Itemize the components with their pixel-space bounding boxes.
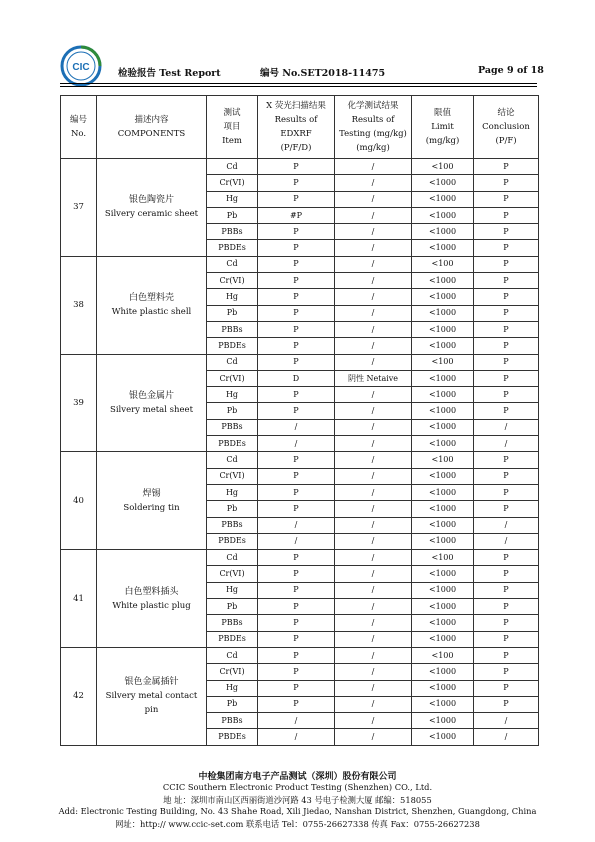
cell-chem: /	[335, 631, 412, 647]
column-header-line: 编号	[69, 115, 87, 125]
cell-edxrf: /	[258, 517, 335, 533]
cell-chem: /	[335, 419, 412, 435]
results-table	[60, 95, 539, 746]
cell-chem: /	[335, 664, 412, 680]
cell-item: PBBs	[207, 224, 258, 240]
page-indicator: Page 9 of 18	[478, 65, 544, 76]
cell-item: PBBs	[207, 713, 258, 729]
cell-item: Pb	[207, 696, 258, 712]
cell-limit: <100	[412, 159, 474, 175]
component-name-en: Silvery metal sheet	[110, 404, 193, 415]
cell-item: Cr(VI)	[207, 468, 258, 484]
table-row	[61, 452, 539, 468]
cell-conclusion: P	[474, 370, 539, 386]
cell-chem: /	[335, 175, 412, 191]
cell-edxrf: P	[258, 566, 335, 582]
cell-conclusion: /	[474, 713, 539, 729]
cell-chem: /	[335, 468, 412, 484]
cell-edxrf: P	[258, 159, 335, 175]
cell-conclusion: P	[474, 224, 539, 240]
column-header-line: Results of	[274, 115, 318, 125]
cell-edxrf: P	[258, 647, 335, 663]
cell-conclusion: P	[474, 615, 539, 631]
sample-number: 42	[61, 647, 97, 745]
cell-item: Pb	[207, 403, 258, 419]
cell-edxrf: P	[258, 354, 335, 370]
cell-limit: <1000	[412, 370, 474, 386]
cell-edxrf: P	[258, 321, 335, 337]
cell-limit: <1000	[412, 517, 474, 533]
cell-edxrf: P	[258, 501, 335, 517]
cell-edxrf: P	[258, 305, 335, 321]
cell-edxrf: P	[258, 338, 335, 354]
cell-item: Hg	[207, 191, 258, 207]
column-header-3	[258, 96, 335, 159]
cell-edxrf: P	[258, 599, 335, 615]
cell-conclusion: P	[474, 175, 539, 191]
cell-conclusion: P	[474, 452, 539, 468]
cell-item: Cr(VI)	[207, 175, 258, 191]
cell-conclusion: P	[474, 550, 539, 566]
cell-conclusion: P	[474, 566, 539, 582]
cell-edxrf: P	[258, 240, 335, 256]
cell-edxrf: P	[258, 582, 335, 598]
cell-conclusion: /	[474, 436, 539, 452]
cell-item: Cr(VI)	[207, 273, 258, 289]
cell-chem: /	[335, 354, 412, 370]
cell-chem: /	[335, 713, 412, 729]
cell-chem: /	[335, 403, 412, 419]
cell-conclusion: P	[474, 468, 539, 484]
cell-chem: /	[335, 387, 412, 403]
cell-chem: /	[335, 550, 412, 566]
cell-item: Hg	[207, 680, 258, 696]
cell-limit: <1000	[412, 664, 474, 680]
cell-chem: /	[335, 305, 412, 321]
cell-chem: /	[335, 647, 412, 663]
cell-item: PBDEs	[207, 436, 258, 452]
cell-item: PBDEs	[207, 631, 258, 647]
table-header-row	[61, 96, 539, 159]
report-title: 检验报告 Test Report	[118, 68, 221, 79]
cell-limit: <1000	[412, 224, 474, 240]
cell-chem: /	[335, 501, 412, 517]
cell-chem: /	[335, 696, 412, 712]
footer-company-cn: 中检集团南方电子产品测试（深圳）股份有限公司	[198, 772, 397, 782]
table-body	[61, 159, 539, 746]
column-header-line: 结论	[497, 108, 515, 118]
cell-conclusion: /	[474, 517, 539, 533]
cell-item: Hg	[207, 484, 258, 500]
column-header-2	[207, 96, 258, 159]
component-description	[97, 452, 207, 550]
cell-limit: <1000	[412, 484, 474, 500]
column-header-5	[412, 96, 474, 159]
footer-contact: 网址：http:// www.ccic-set.com 联系电话 Tel：0755-26627338 传真 Fax：0755-26627238	[115, 819, 480, 829]
cell-chem: /	[335, 224, 412, 240]
column-header-line: 项目	[223, 122, 241, 132]
cell-conclusion: P	[474, 647, 539, 663]
cell-item: Cd	[207, 452, 258, 468]
cell-limit: <1000	[412, 680, 474, 696]
cell-conclusion: P	[474, 289, 539, 305]
cell-item: Cd	[207, 550, 258, 566]
cell-edxrf: /	[258, 436, 335, 452]
cell-edxrf: P	[258, 550, 335, 566]
footer-address-en: Add: Electronic Testing Building, No. 43 Shahe Road, Xili Jiedao, Nanshan District, Shenzhen, Guangdong, China	[58, 806, 537, 816]
cell-limit: <100	[412, 647, 474, 663]
cell-item: Cr(VI)	[207, 370, 258, 386]
column-header-line: 描述内容	[134, 115, 169, 125]
sample-number: 37	[61, 159, 97, 257]
component-description	[97, 354, 207, 452]
cell-limit: <100	[412, 256, 474, 272]
cell-item: Cd	[207, 354, 258, 370]
cell-chem: /	[335, 240, 412, 256]
cell-edxrf: P	[258, 191, 335, 207]
cell-conclusion: P	[474, 191, 539, 207]
cell-item: Pb	[207, 501, 258, 517]
cell-item: PBDEs	[207, 533, 258, 549]
cell-conclusion: P	[474, 305, 539, 321]
component-name-en: Silvery metal contact pin	[105, 691, 198, 716]
column-header-line: No.	[70, 129, 87, 139]
cell-item: Hg	[207, 582, 258, 598]
cell-edxrf: P	[258, 175, 335, 191]
column-header-line: Conclusion	[482, 122, 530, 132]
column-header-4	[335, 96, 412, 159]
cell-chem: /	[335, 159, 412, 175]
cell-item: Pb	[207, 207, 258, 223]
column-header-1	[97, 96, 207, 159]
component-name-en: White plastic shell	[111, 307, 192, 318]
cell-chem: /	[335, 566, 412, 582]
column-header-line: (P/F/D)	[280, 143, 312, 153]
cell-conclusion: /	[474, 419, 539, 435]
column-header-line: Limit	[431, 122, 454, 132]
cell-limit: <100	[412, 452, 474, 468]
cell-item: Hg	[207, 387, 258, 403]
ccic-logo-icon	[60, 45, 102, 87]
cell-chem: /	[335, 599, 412, 615]
cell-limit: <1000	[412, 273, 474, 289]
footer-company-en: CCIC Southern Electronic Product Testing (Shenzhen) CO., Ltd.	[162, 782, 433, 792]
cell-limit: <100	[412, 550, 474, 566]
component-description	[97, 159, 207, 257]
cell-limit: <1000	[412, 615, 474, 631]
cell-item: PBBs	[207, 615, 258, 631]
cell-conclusion: P	[474, 159, 539, 175]
cell-item: PBDEs	[207, 729, 258, 745]
cell-limit: <1000	[412, 305, 474, 321]
cell-limit: <1000	[412, 696, 474, 712]
cell-edxrf: P	[258, 387, 335, 403]
cell-edxrf: P	[258, 468, 335, 484]
cell-limit: <1000	[412, 175, 474, 191]
cell-conclusion: P	[474, 484, 539, 500]
cell-chem: 阴性 Netaive	[335, 370, 412, 386]
cell-chem: /	[335, 256, 412, 272]
table-row	[61, 354, 539, 370]
cell-item: PBDEs	[207, 240, 258, 256]
cell-limit: <100	[412, 354, 474, 370]
cell-edxrf: P	[258, 452, 335, 468]
cell-edxrf: /	[258, 729, 335, 745]
table-row	[61, 159, 539, 175]
column-header-line: (mg/kg)	[356, 143, 390, 153]
cell-item: Cr(VI)	[207, 566, 258, 582]
component-name-cn: 银色金属插针	[124, 677, 179, 688]
column-header-6	[474, 96, 539, 159]
cell-limit: <1000	[412, 566, 474, 582]
sample-number: 39	[61, 354, 97, 452]
column-header-line: 测试	[223, 108, 241, 118]
cell-conclusion: P	[474, 501, 539, 517]
cell-edxrf: P	[258, 615, 335, 631]
column-header-line: EDXRF	[280, 129, 312, 139]
cell-conclusion: P	[474, 240, 539, 256]
cell-edxrf: P	[258, 680, 335, 696]
cell-conclusion: P	[474, 664, 539, 680]
cell-conclusion: P	[474, 680, 539, 696]
cell-conclusion: P	[474, 387, 539, 403]
column-header-line: X 荧光扫描结果	[266, 101, 326, 111]
cell-item: Cr(VI)	[207, 664, 258, 680]
cell-chem: /	[335, 338, 412, 354]
component-description	[97, 647, 207, 745]
cell-edxrf: P	[258, 289, 335, 305]
cell-item: Cd	[207, 256, 258, 272]
cell-item: PBBs	[207, 517, 258, 533]
cell-limit: <1000	[412, 387, 474, 403]
cell-conclusion: P	[474, 207, 539, 223]
component-name-cn: 焊锡	[142, 488, 161, 499]
cell-conclusion: P	[474, 256, 539, 272]
cell-chem: /	[335, 436, 412, 452]
component-description	[97, 550, 207, 648]
cell-limit: <1000	[412, 582, 474, 598]
cell-chem: /	[335, 729, 412, 745]
cell-edxrf: P	[258, 273, 335, 289]
cell-conclusion: P	[474, 273, 539, 289]
cell-conclusion: P	[474, 321, 539, 337]
cell-limit: <1000	[412, 713, 474, 729]
cell-limit: <1000	[412, 631, 474, 647]
cell-chem: /	[335, 615, 412, 631]
cell-item: Hg	[207, 289, 258, 305]
header-rule-2	[60, 86, 537, 87]
cell-limit: <1000	[412, 501, 474, 517]
component-name-en: Silvery ceramic sheet	[104, 209, 199, 220]
cell-limit: <1000	[412, 729, 474, 745]
sample-number: 38	[61, 256, 97, 354]
sample-number: 41	[61, 550, 97, 648]
cell-edxrf: /	[258, 419, 335, 435]
report-number: 编号 No.SET2018-11475	[260, 68, 386, 79]
component-name-en: Soldering tin	[123, 502, 180, 513]
column-header-line: Testing (mg/kg)	[339, 129, 407, 139]
footer-address-cn: 地 址：深圳市南山区西丽街道沙河路 43 号电子检测大厦 邮编：518055	[163, 795, 432, 805]
cell-edxrf: /	[258, 713, 335, 729]
cell-edxrf: P	[258, 256, 335, 272]
cell-edxrf: /	[258, 533, 335, 549]
cell-edxrf: P	[258, 664, 335, 680]
cell-conclusion: /	[474, 533, 539, 549]
cell-limit: <1000	[412, 338, 474, 354]
cell-edxrf: D	[258, 370, 335, 386]
cell-conclusion: P	[474, 582, 539, 598]
header-rule	[60, 83, 537, 84]
cell-edxrf: P	[258, 403, 335, 419]
component-name-en: White plastic plug	[112, 600, 191, 611]
cell-chem: /	[335, 207, 412, 223]
cell-item: PBDEs	[207, 338, 258, 354]
column-header-line: Results of	[351, 115, 395, 125]
column-header-line: Item	[222, 136, 242, 146]
cell-limit: <1000	[412, 533, 474, 549]
cell-limit: <1000	[412, 191, 474, 207]
cell-limit: <1000	[412, 599, 474, 615]
component-name-cn: 银色金属片	[128, 390, 174, 401]
column-header-0	[61, 96, 97, 159]
cell-chem: /	[335, 484, 412, 500]
cell-limit: <1000	[412, 207, 474, 223]
sample-number: 40	[61, 452, 97, 550]
cell-chem: /	[335, 517, 412, 533]
cell-limit: <1000	[412, 240, 474, 256]
cell-edxrf: P	[258, 631, 335, 647]
cell-conclusion: P	[474, 696, 539, 712]
column-header-line: 限值	[433, 108, 451, 118]
cell-limit: <1000	[412, 289, 474, 305]
cell-item: Cd	[207, 159, 258, 175]
column-header-line: (P/F)	[495, 136, 517, 146]
cell-edxrf: #P	[258, 207, 335, 223]
cell-edxrf: P	[258, 224, 335, 240]
column-header-line: COMPONENTS	[117, 129, 186, 139]
component-name-cn: 白色塑料插头	[124, 586, 179, 597]
cell-conclusion: P	[474, 403, 539, 419]
cell-item: Cd	[207, 647, 258, 663]
cell-conclusion: P	[474, 338, 539, 354]
cell-limit: <1000	[412, 403, 474, 419]
component-description	[97, 256, 207, 354]
cell-limit: <1000	[412, 419, 474, 435]
column-header-line: (mg/kg)	[425, 136, 460, 146]
table-row	[61, 550, 539, 566]
cell-chem: /	[335, 452, 412, 468]
cell-chem: /	[335, 321, 412, 337]
component-name-cn: 银色陶瓷片	[128, 195, 174, 206]
cell-chem: /	[335, 533, 412, 549]
cell-conclusion: /	[474, 729, 539, 745]
cell-conclusion: P	[474, 599, 539, 615]
cell-chem: /	[335, 273, 412, 289]
cell-item: PBBs	[207, 419, 258, 435]
cell-item: Pb	[207, 599, 258, 615]
cell-conclusion: P	[474, 354, 539, 370]
cell-chem: /	[335, 680, 412, 696]
logo-text: CIC	[72, 62, 90, 73]
table-row	[61, 256, 539, 272]
cell-limit: <1000	[412, 468, 474, 484]
cell-item: Pb	[207, 305, 258, 321]
table-row	[61, 647, 539, 663]
cell-conclusion: P	[474, 631, 539, 647]
component-name-cn: 白色塑料壳	[128, 293, 174, 304]
cell-chem: /	[335, 191, 412, 207]
column-header-line: 化学测试结果	[347, 101, 399, 111]
cell-chem: /	[335, 582, 412, 598]
cell-item: PBBs	[207, 321, 258, 337]
cell-limit: <1000	[412, 436, 474, 452]
report-header	[0, 0, 595, 90]
cell-edxrf: P	[258, 696, 335, 712]
cell-chem: /	[335, 289, 412, 305]
cell-edxrf: P	[258, 484, 335, 500]
cell-limit: <1000	[412, 321, 474, 337]
